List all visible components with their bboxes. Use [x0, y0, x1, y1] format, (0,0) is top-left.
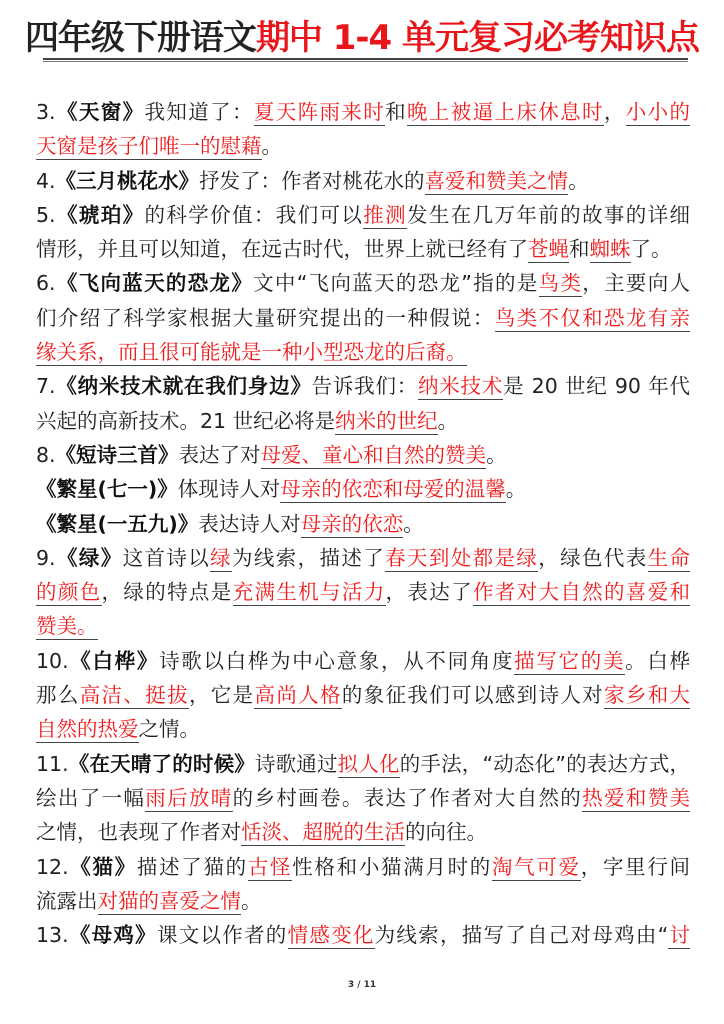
key-point: 对猫的喜爱之情	[97, 888, 241, 913]
key-point: 家乡和大	[604, 683, 691, 708]
text-line	[36, 404, 690, 438]
lesson-title: 《三月桃花水》	[55, 168, 200, 193]
key-point: 讨	[668, 923, 691, 948]
body-text: 诗歌以白桦为中心意象，从不同角度	[159, 648, 515, 673]
text-line	[36, 644, 690, 678]
body-text: 为线索，描写了自己对母鸡由“	[374, 923, 669, 948]
body-text: 和	[569, 237, 590, 262]
body-text: ，绿的特点是	[101, 580, 233, 605]
body-text: 。	[403, 511, 424, 536]
body-text: 体现诗人对	[177, 477, 281, 502]
body-text: 13.	[36, 923, 69, 948]
lesson-title: 《短诗三首》	[55, 442, 179, 467]
key-point: 蜘蛛	[589, 237, 631, 262]
lesson-title: 《天窗》	[55, 100, 145, 124]
body-text: 性格和小猫满月时的	[292, 854, 492, 879]
text-line	[36, 815, 690, 849]
key-point: 赞美。	[36, 614, 98, 639]
key-point: 绿	[210, 545, 232, 570]
text-line	[36, 95, 690, 129]
key-point: 拟人化	[337, 751, 400, 776]
key-point: 高尚人格	[254, 683, 342, 708]
body-text: 。	[486, 442, 507, 467]
lesson-title: 《母鸡》	[68, 923, 157, 948]
key-point: 夏天阵雨来时	[253, 100, 386, 124]
key-point: 描写它的美	[514, 648, 626, 673]
key-point: 鸟类	[538, 271, 583, 296]
text-line	[36, 232, 690, 266]
body-text: 那么	[36, 683, 80, 708]
text-line	[36, 198, 690, 232]
text-line	[36, 129, 690, 163]
key-point: 母亲的依恋和母爱的温馨	[280, 477, 506, 502]
body-text: 之情，也表现了作者对	[36, 820, 241, 845]
lesson-title: 《白桦》	[68, 648, 160, 673]
body-text: 的象征我们可以感到诗人对	[341, 683, 605, 708]
page-indicator: 3 / 11	[347, 980, 377, 990]
body-text: 描述了猫的	[136, 854, 248, 879]
body-text: ，	[603, 100, 626, 124]
key-point: 自然的热爱	[36, 717, 139, 742]
body-text: 的手法，“动态化”的表达方式，	[399, 751, 691, 776]
text-line	[36, 507, 690, 541]
body-text: 兴起的高新技术。21 世纪必将是	[36, 408, 336, 433]
body-text: 。	[261, 134, 282, 159]
body-text: 绘出了一幅	[36, 785, 146, 810]
text-line	[36, 678, 690, 712]
text-line	[36, 301, 690, 335]
key-point: 作者对大自然的喜爱和	[472, 580, 691, 605]
body-text: 9.	[36, 545, 56, 570]
title-black: 四年级下册语文	[24, 18, 256, 58]
body-text: ，字里行间	[580, 854, 691, 879]
key-point: 充满生机与活力	[232, 580, 386, 605]
body-text: 。	[568, 168, 589, 193]
body-text: 的科学价值：我们可以	[144, 202, 364, 227]
key-point: 情感变化	[287, 923, 375, 948]
key-point: 母爱、童心和自然的赞美	[260, 442, 487, 467]
body-text: 表达了对	[178, 442, 261, 467]
body-text: 流露出	[36, 888, 98, 913]
text-line	[36, 747, 690, 781]
key-point: 的颜色	[36, 580, 102, 605]
text-line	[36, 164, 690, 198]
body-text: 告诉我们：	[311, 374, 418, 399]
text-line	[36, 712, 690, 746]
key-point: 母亲的依恋	[300, 511, 404, 536]
lesson-title: 《飞向蓝天的恐龙》	[55, 271, 254, 296]
body-text: 们介绍了科学家根据大量研究提出的一种假说：	[36, 305, 495, 330]
text-line	[36, 884, 690, 918]
key-point: 生命	[647, 545, 691, 570]
body-text: 。	[505, 477, 527, 502]
body-text: 。	[241, 888, 262, 913]
page-title	[0, 18, 724, 58]
key-point: 苍蝇	[528, 237, 569, 262]
body-text: ，它是	[188, 683, 255, 708]
key-point: 高洁、挺拔	[79, 683, 189, 708]
key-point: 缘关系，而且很可能就是一种小型恐龙的后裔。	[36, 340, 467, 365]
body-text: 7.	[36, 374, 56, 399]
lesson-title: 《纳米技术就在我们身边》	[55, 374, 312, 399]
body-text: 了。	[630, 237, 672, 262]
body-text: 课文以作者的	[156, 923, 288, 948]
text-line	[36, 541, 690, 575]
lesson-title: 《在天晴了的时候》	[68, 751, 255, 776]
body-text: 4.	[36, 168, 56, 193]
body-text: 发生在几万年前的故事的详细	[407, 202, 691, 227]
title-rule-thin	[43, 61, 688, 62]
body-text: 我知道了：	[144, 100, 254, 124]
key-point: 喜爱和赞美之情	[424, 168, 569, 193]
text-line	[36, 335, 690, 369]
key-point: 恬淡、超脱的生活	[241, 820, 405, 845]
lesson-title: 《繁星(七一)》	[36, 477, 178, 502]
lesson-title: 《猫》	[68, 854, 137, 879]
lesson-title: 《绿》	[55, 545, 123, 570]
text-line	[36, 438, 690, 472]
text-line	[36, 609, 690, 643]
text-line	[36, 369, 690, 403]
body-text: 和	[385, 100, 407, 124]
lesson-title: 《繁星(一五九)》	[36, 511, 199, 536]
document-body	[36, 95, 690, 952]
key-point: 天窗是孩子们唯一的慰藉	[36, 134, 262, 159]
body-text: 为线索，描述了	[231, 545, 386, 570]
body-text: 6.	[36, 271, 56, 296]
body-text: 之情。	[138, 717, 200, 742]
body-text: 。	[437, 408, 459, 433]
body-text: 这首诗以	[122, 545, 211, 570]
body-text: 3.	[36, 100, 56, 124]
body-text: ，表达了	[385, 580, 473, 605]
title-red: 期中 1-4 单元复习必考知识点	[255, 18, 700, 58]
body-text: ，绿色代表	[538, 545, 648, 570]
body-text: 是 20 世纪 90 年代	[503, 374, 691, 399]
key-point: 热爱和赞美	[582, 785, 691, 810]
body-text: 8.	[36, 442, 56, 467]
key-point: 小小的	[625, 100, 691, 124]
body-text: 11.	[36, 751, 69, 776]
body-text: 抒发了：作者对桃花水的	[199, 168, 425, 193]
key-point: 纳米的世纪	[335, 408, 438, 433]
body-text: 5.	[36, 202, 56, 227]
body-text: 情形，并且可以知道，在远古时代，世界上就已经有了	[36, 237, 528, 262]
key-point: 推测	[363, 202, 407, 227]
body-text: 的向往。	[405, 820, 487, 845]
text-line	[36, 918, 690, 952]
body-text: 表达诗人对	[198, 511, 301, 536]
text-line	[36, 266, 690, 300]
text-line	[36, 781, 690, 815]
key-point: 鸟类不仅和恐龙有亲	[494, 305, 691, 330]
body-text: 诗歌通过	[254, 751, 338, 776]
lesson-title: 《琥珀》	[55, 202, 145, 227]
text-line	[36, 850, 690, 884]
body-text: 的乡村画卷。表达了作者对大自然的	[232, 785, 583, 810]
title-rule	[43, 58, 688, 60]
key-point: 古怪	[247, 854, 293, 879]
body-text: 12.	[36, 854, 69, 879]
body-text: 10.	[36, 648, 69, 673]
key-point: 淘气可爱	[491, 854, 581, 879]
key-point: 雨后放晴	[145, 785, 233, 810]
key-point: 晚上被逼上床休息时	[407, 100, 604, 124]
key-point: 春天到处都是绿	[385, 545, 539, 570]
text-line	[36, 575, 690, 609]
body-text: ，主要向人	[582, 271, 691, 296]
text-line	[36, 472, 690, 506]
body-text: 。白桦	[625, 648, 691, 673]
key-point: 纳米技术	[418, 374, 504, 399]
body-text: 文中“飞向蓝天的恐龙”指的是	[253, 271, 539, 296]
